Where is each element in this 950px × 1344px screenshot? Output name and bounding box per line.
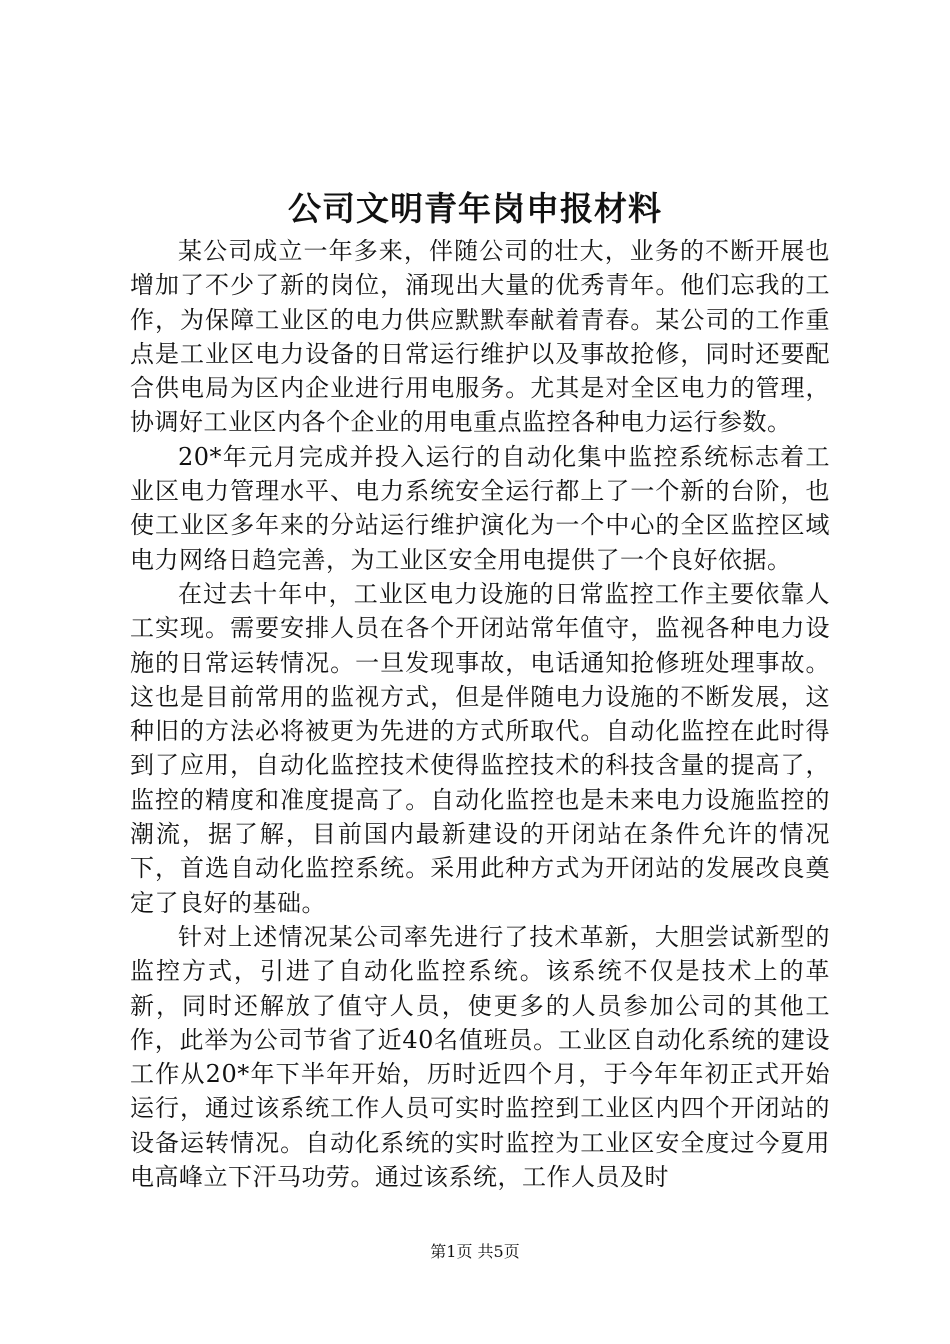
- body-paragraph: 20*年元月完成并投入运行的自动化集中监控系统标志着工业区电力管理水平、电力系统安全运行都上了一个新的台阶，也使工业区多年来的分站运行维护演化为一个中心的全区监控区域电力网络日趋完善，为工业区安全用电提供了一个良好依据。: [130, 442, 830, 574]
- body-paragraph: 在过去十年中，工业区电力设施的日常监控工作主要依靠人工实现。需要安排人员在各个开闭站常年值守，监视各种电力设施的日常运转情况。一旦发现事故，电话通知抢修班处理事故。这也是目前常用的监视方式，但是伴随电力设施的不断发展，这种旧的方法必将被更为先进的方式所取代。自动化监控在此时得到了应用，自动化监控技术使得监控技术的科技含量的提高了，监控的精度和准度提高了。自动化监控也是未来电力设施监控的潮流，据了解，目前国内最新建设的开闭站在条件允许的情况下，首选自动化监控系统。采用此种方式为开闭站的发展改良奠定了良好的基础。: [130, 579, 830, 917]
- page-footer: 第1页 共5页: [430, 1242, 520, 1261]
- body-paragraph: 针对上述情况某公司率先进行了技术革新，大胆尝试新型的监控方式，引进了自动化监控系统。该系统不仅是技术上的革新，同时还解放了值守人员，使更多的人员参加公司的其他工作，此举为公司节省了近40名值班员。工业区自动化系统的建设工作从20*年下半年开始，历时近四个月，于今年年初正式开始运行，通过该系统工作人员可实时监控到工业区内四个开闭站的设备运转情况。自动化系统的实时监控为工业区安全度过今夏用电高峰立下汗马功劳。通过该系统，工作人员及时: [130, 922, 830, 1192]
- body-paragraph: 某公司成立一年多来，伴随公司的壮大，业务的不断开展也增加了不少了新的岗位，涌现出大量的优秀青年。他们忘我的工作，为保障工业区的电力供应默默奉献着青春。某公司的工作重点是工业区电力设备的日常运行维护以及事故抢修，同时还要配合供电局为区内企业进行用电服务。尤其是对全区电力的管理，协调好工业区内各个企业的用电重点监控各种电力运行参数。: [130, 237, 830, 437]
- document-body: [130, 234, 830, 1194]
- document-title: 公司文明青年岗申报材料: [288, 189, 662, 228]
